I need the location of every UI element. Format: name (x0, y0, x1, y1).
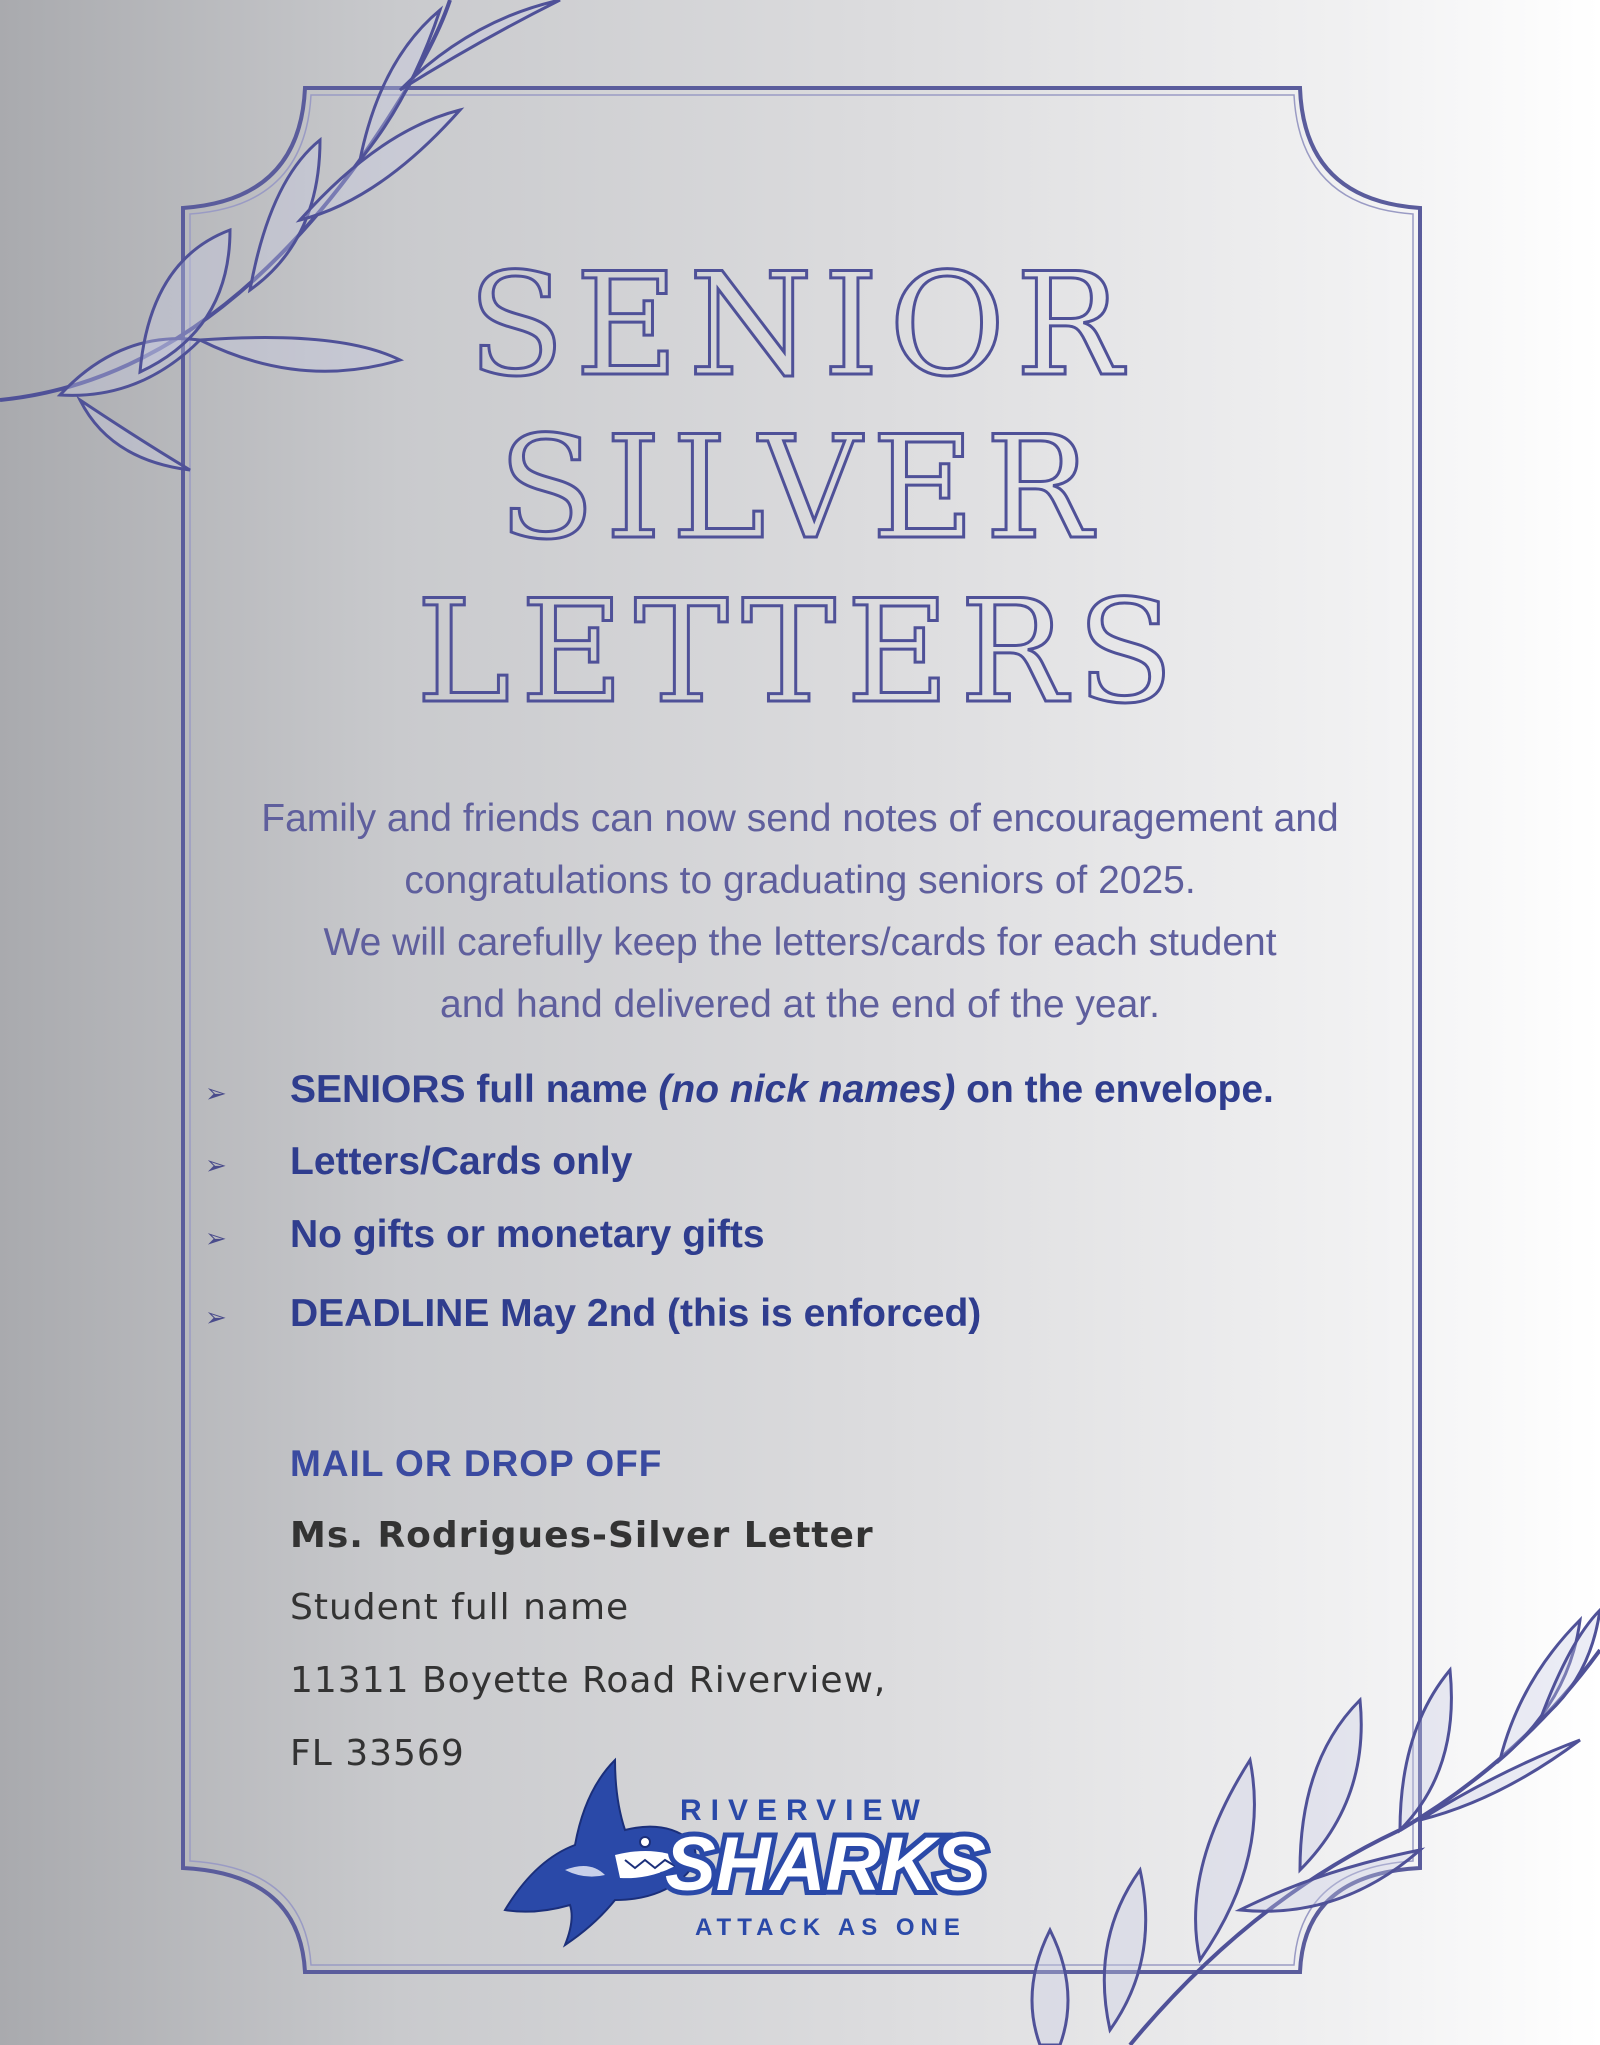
intro-line-3: We will carefully keep the letters/cards for each student (323, 921, 1277, 964)
intro-line-4: and hand delivered at the end of the year. (440, 983, 1160, 1026)
address-street: 11311 Boyette Road Riverview, (290, 1660, 887, 1701)
address-student: Student full name (290, 1587, 630, 1628)
bullet-item-no-gifts (205, 1213, 765, 1257)
mail-heading: MAIL OR DROP OFF (290, 1443, 663, 1484)
logo-main-text: SHARKS (665, 1822, 986, 1907)
title-line-letters: LETTERS (416, 570, 1184, 735)
address-recipient: Ms. Rodrigues-Silver Letter (290, 1515, 874, 1556)
arrow-bullet-icon: ➢ (205, 1151, 227, 1181)
bullet-text: No gifts or monetary gifts (290, 1213, 765, 1256)
logo-top-text: RIVERVIEW (680, 1794, 929, 1827)
riverview-sharks-logo (495, 1750, 1055, 1950)
intro-paragraph (180, 788, 1420, 1036)
bullet-item-full-name (205, 1068, 1274, 1112)
bullet-text: DEADLINE May 2nd (this is enforced) (290, 1292, 982, 1335)
arrow-bullet-icon: ➢ (205, 1224, 227, 1254)
intro-line-1: Family and friends can now send notes of encouragement and (261, 797, 1339, 840)
arrow-bullet-icon: ➢ (205, 1079, 227, 1109)
bullet-text: SENIORS full name (no nick names) on the envelope. (290, 1068, 1274, 1111)
arrow-bullet-icon: ➢ (205, 1303, 227, 1333)
address-city: FL 33569 (290, 1733, 465, 1774)
title-line-senior: SENIOR (467, 243, 1133, 408)
leaf-branch-bottom-right-icon (1032, 1610, 1600, 2045)
logo-tagline: ATTACK AS ONE (695, 1914, 966, 1941)
intro-line-2: congratulations to graduating seniors of 2025. (404, 859, 1196, 902)
bullet-item-letters-only (205, 1140, 632, 1184)
bullet-text: Letters/Cards only (290, 1140, 633, 1183)
bullet-item-deadline (205, 1292, 981, 1336)
title-line-silver: SILVER (498, 406, 1102, 571)
